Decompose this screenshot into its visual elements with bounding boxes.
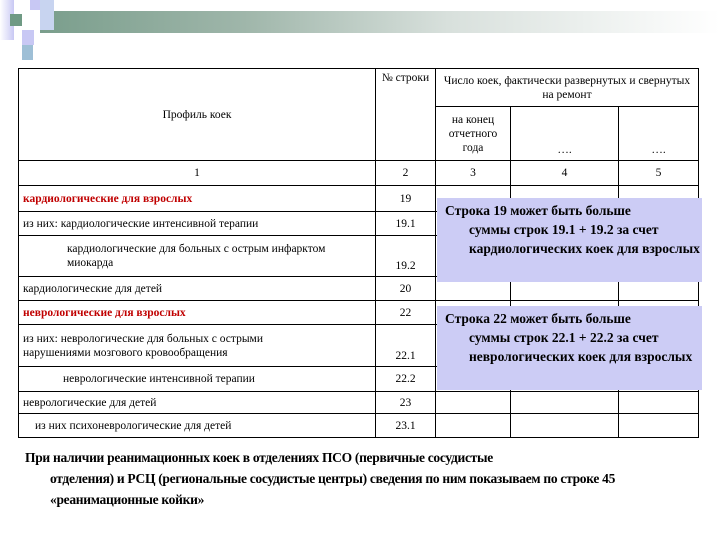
row-label: из них психоневрологические для детей [19, 414, 376, 438]
note-rest: суммы строк 22.1 + 22.2 за счет неврологических коек для взрослых [469, 330, 693, 364]
row-label: кардиологические для взрослых [19, 186, 376, 212]
header-col4: …. [511, 107, 619, 161]
note-first-line: Строка 22 может быть больше [445, 311, 631, 326]
row-number: 20 [376, 277, 436, 301]
decor-square [22, 30, 34, 45]
footer-note [25, 447, 705, 510]
note-row-22 [437, 306, 702, 390]
footer-rest: отделения) и РСЦ (региональные сосудистые центры) сведения по ним показываем по строке 45 «реанимационные койки» [50, 471, 616, 507]
row-label: неврологические для детей [19, 392, 376, 414]
row-label: из них: неврологические для больных с острыми нарушениями мозгового кровообращения [19, 325, 376, 367]
row-label: неврологические интенсивной терапии [19, 367, 376, 392]
row-label: кардиологические для детей [19, 277, 376, 301]
header-beds-group: Число коек, фактически развернутых и свернутых на ремонт [436, 69, 699, 107]
decor-square [10, 14, 22, 26]
col-number: 3 [436, 161, 511, 186]
row-number: 19.1 [376, 212, 436, 236]
header-col5: …. [619, 107, 699, 161]
row-label: кардиологические для больных с острым инфарктом миокарда [19, 236, 376, 277]
table-row [19, 392, 699, 414]
col-number: 5 [619, 161, 699, 186]
col-number: 2 [376, 161, 436, 186]
note-row-19 [437, 198, 702, 282]
row-label: неврологические для взрослых [19, 301, 376, 325]
decor-square [22, 45, 33, 60]
header-profile: Профиль коек [19, 69, 376, 161]
note-first-line: Строка 19 может быть больше [445, 203, 631, 218]
col-number: 1 [19, 161, 376, 186]
footer-first-line: При наличии реанимационных коек в отделениях ПСО (первичные сосудистые [25, 450, 493, 465]
row-number: 23.1 [376, 414, 436, 438]
row-label: из них: кардиологические интенсивной терапии [19, 212, 376, 236]
note-rest: суммы строк 19.1 + 19.2 за счет кардиологических коек для взрослых [469, 222, 700, 256]
col-number: 4 [511, 161, 619, 186]
decor-square [30, 0, 40, 10]
row-number: 19 [376, 186, 436, 212]
row-number: 22.2 [376, 367, 436, 392]
row-number: 22.1 [376, 325, 436, 367]
row-number: 22 [376, 301, 436, 325]
header-row-no: № строки [376, 69, 436, 161]
decor-square [40, 0, 54, 30]
title-bar-gradient [40, 11, 720, 33]
table-row [19, 414, 699, 438]
row-number: 23 [376, 392, 436, 414]
header-end-of-year: на конец отчетного года [436, 107, 511, 161]
row-number: 19.2 [376, 236, 436, 277]
